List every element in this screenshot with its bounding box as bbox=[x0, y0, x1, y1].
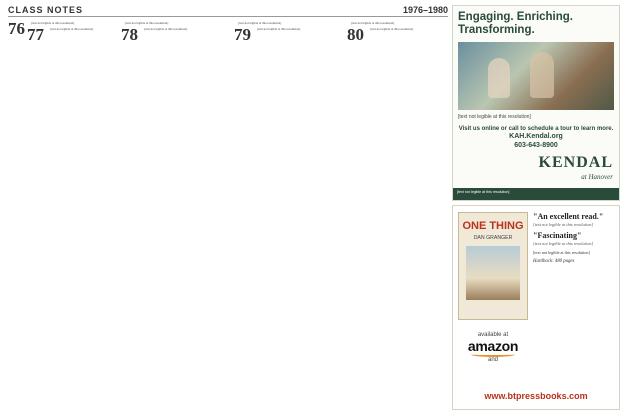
paragraph: [text not legible at this resolution] bbox=[50, 27, 94, 31]
praise-quote: "An excellent read." bbox=[533, 212, 604, 221]
text-column-1 bbox=[8, 21, 116, 409]
logo-wordmark: KENDAL bbox=[538, 154, 613, 171]
class-year-79: 79 bbox=[234, 25, 251, 44]
ad-footer: [text not legible at this resolution] bbox=[453, 188, 619, 200]
kendal-advertisement[interactable] bbox=[452, 5, 620, 201]
ad-cta: Visit us online or call to schedule a tour to learn more. bbox=[458, 125, 614, 132]
book-blurb: [text not legible at this resolution] bbox=[533, 250, 590, 255]
praise-quote: "Fascinating" bbox=[533, 231, 582, 240]
praise-source: [text not legible at this resolution] bbox=[533, 241, 594, 246]
amazon-logo[interactable]: amazon bbox=[467, 338, 519, 354]
ad-url-link[interactable]: KAH.Kendal.org bbox=[509, 132, 563, 140]
text-column-3 bbox=[234, 21, 342, 409]
class-year-77: 77 bbox=[27, 25, 44, 44]
kendal-logo bbox=[539, 156, 613, 184]
paragraph: [text not legible at this resolution] bbox=[144, 27, 188, 31]
logo-subtitle: at Hanover bbox=[581, 173, 613, 181]
book-title: ONE THING bbox=[462, 220, 524, 232]
masthead bbox=[8, 5, 448, 17]
ad-headline: Engaging. Enriching. Transforming. bbox=[458, 11, 573, 36]
praise-source: [text not legible at this resolution] bbox=[533, 222, 594, 227]
paragraph: [text not legible at this resolution] bbox=[238, 21, 282, 25]
section-title: CLASS NOTES bbox=[8, 5, 84, 15]
availability bbox=[458, 332, 528, 363]
and-label: and bbox=[487, 357, 498, 363]
paragraph: [text not legible at this resolution] bbox=[125, 21, 169, 25]
class-year-80: 80 bbox=[347, 25, 364, 44]
paragraph: [text not legible at this resolution] bbox=[351, 21, 395, 25]
book-advertisement[interactable] bbox=[452, 205, 620, 410]
paragraph: [text not legible at this resolution] bbox=[31, 21, 75, 25]
person-figure bbox=[530, 52, 554, 98]
person-figure bbox=[488, 58, 510, 98]
class-year-78: 78 bbox=[121, 25, 138, 44]
class-years: 1976–1980 bbox=[402, 5, 448, 15]
class-year-76: 76 bbox=[8, 21, 25, 38]
paragraph: [text not legible at this resolution] bbox=[257, 27, 301, 31]
text-column-2 bbox=[121, 21, 229, 409]
available-label: available at bbox=[477, 332, 509, 338]
paragraph: [text not legible at this resolution] bbox=[370, 27, 414, 31]
cover-image bbox=[466, 246, 520, 300]
book-praise bbox=[533, 212, 617, 264]
publisher-site-link[interactable]: www.btpressbooks.com bbox=[484, 391, 588, 401]
ad-phone[interactable]: 603-643-8900 bbox=[514, 141, 558, 149]
book-author: DAN GRANGER bbox=[473, 235, 513, 241]
ad-copy: [text not legible at this resolution] bbox=[458, 114, 531, 120]
ad-photo bbox=[458, 42, 614, 110]
book-cover bbox=[458, 212, 528, 320]
text-column-4 bbox=[347, 21, 447, 409]
book-format: Hardback: 480 pages bbox=[533, 259, 575, 265]
